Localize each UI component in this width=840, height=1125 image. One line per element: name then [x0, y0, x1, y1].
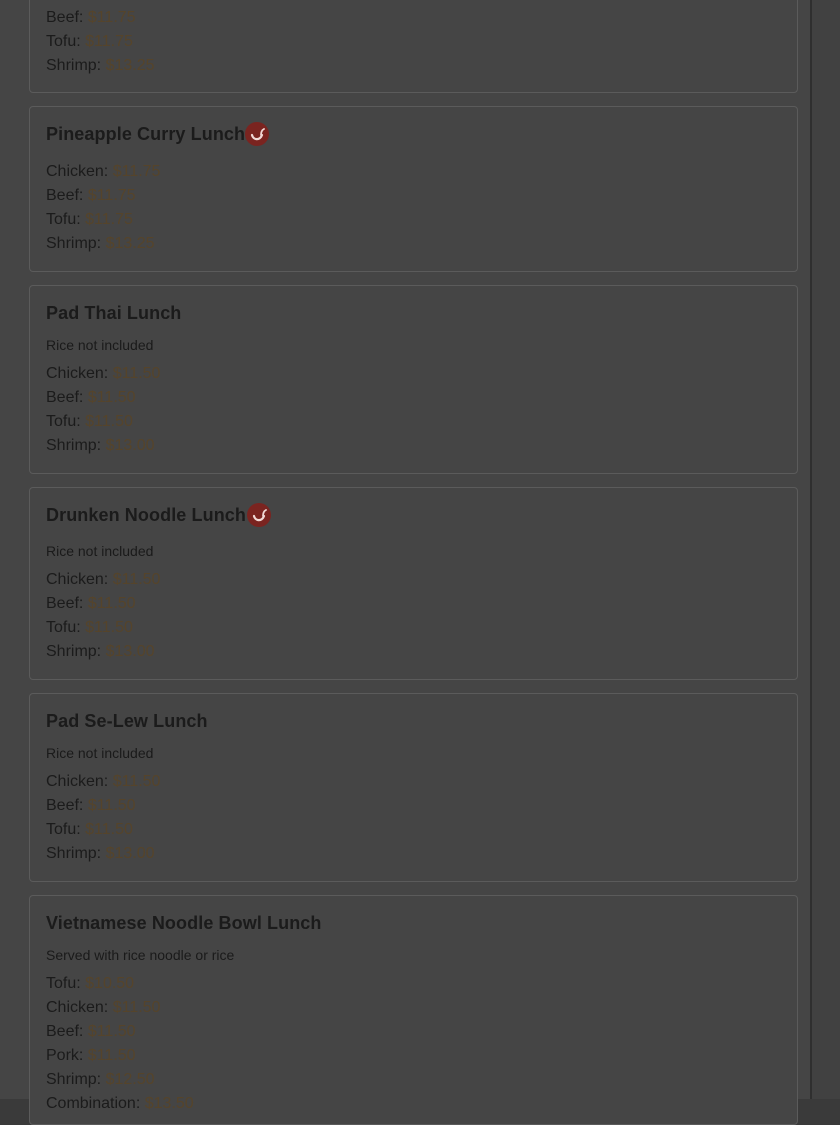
- protein-label: Beef:: [46, 1023, 84, 1040]
- protein-label: Chicken:: [46, 773, 109, 790]
- price-row: [46, 974, 134, 994]
- price-value: $13.00: [105, 643, 155, 660]
- price-row: [46, 820, 133, 840]
- price-value: $11.50: [87, 1023, 136, 1040]
- price-value: $13.25: [105, 57, 155, 74]
- price-row: [46, 364, 160, 384]
- menu-item-card[interactable]: [29, 0, 798, 93]
- protein-label: Beef:: [46, 389, 84, 406]
- price-value: $11.50: [112, 365, 161, 382]
- scrollbar-track[interactable]: [812, 0, 840, 1099]
- price-value: $11.50: [85, 619, 133, 636]
- price-value: $12.50: [105, 1071, 155, 1088]
- price-row: [46, 32, 133, 52]
- price-value: $11.75: [87, 9, 136, 26]
- price-value: $11.50: [87, 797, 136, 814]
- price-value: $11.50: [85, 413, 133, 430]
- price-row: [46, 1022, 136, 1042]
- menu-item-card[interactable]: [29, 693, 798, 882]
- menu-item-card[interactable]: [29, 895, 798, 1125]
- price-value: $11.75: [85, 211, 133, 228]
- protein-label: Tofu:: [46, 821, 81, 838]
- price-row: [46, 8, 136, 28]
- menu-item-title: Vietnamese Noodle Bowl Lunch: [46, 913, 322, 933]
- price-value: $11.75: [87, 187, 136, 204]
- menu-item-note: Rice not included: [46, 745, 154, 761]
- menu-item-title: Drunken Noodle Lunch: [46, 505, 246, 525]
- protein-label: Shrimp:: [46, 845, 102, 862]
- menu-item-title: Pineapple Curry Lunch: [46, 124, 246, 144]
- menu-item-card[interactable]: [29, 106, 798, 272]
- price-value: $11.50: [112, 773, 161, 790]
- price-row: [46, 594, 136, 614]
- price-row: [46, 1046, 136, 1066]
- price-value: $13.00: [105, 437, 155, 454]
- protein-label: Shrimp:: [46, 1071, 102, 1088]
- protein-label: Tofu:: [46, 211, 81, 228]
- price-value: $11.50: [87, 389, 136, 406]
- price-row: [46, 998, 160, 1018]
- menu-item-note: Rice not included: [46, 543, 154, 559]
- price-value: $10.50: [85, 975, 135, 992]
- price-value: $11.75: [85, 33, 133, 50]
- protein-label: Beef:: [46, 187, 84, 204]
- price-value: $13.00: [105, 845, 155, 862]
- protein-label: Shrimp:: [46, 437, 102, 454]
- price-value: $11.75: [112, 163, 161, 180]
- price-row: [46, 1094, 194, 1114]
- protein-label: Tofu:: [46, 33, 81, 50]
- menu-item-note: Served with rice noodle or rice: [46, 947, 235, 963]
- price-row: [46, 56, 155, 76]
- price-row: [46, 234, 155, 254]
- protein-label: Tofu:: [46, 975, 81, 992]
- menu-item-title: Pad Thai Lunch: [46, 303, 182, 323]
- chili-pepper-icon: [247, 503, 271, 527]
- price-value: $11.50: [85, 821, 133, 838]
- menu-item-card[interactable]: [29, 285, 798, 474]
- price-value: $13.50: [144, 1095, 194, 1112]
- menu-item-note: Rice not included: [46, 337, 154, 353]
- protein-label: Chicken:: [46, 163, 109, 180]
- protein-label: Tofu:: [46, 413, 81, 430]
- price-value: $13.25: [105, 235, 155, 252]
- protein-label: Beef:: [46, 595, 84, 612]
- price-row: [46, 796, 136, 816]
- price-row: [46, 388, 136, 408]
- price-row: [46, 618, 133, 638]
- price-row: [46, 210, 133, 230]
- price-value: $11.50: [87, 595, 136, 612]
- protein-label: Tofu:: [46, 619, 81, 636]
- price-row: [46, 1070, 155, 1090]
- price-row: [46, 412, 133, 432]
- protein-label: Chicken:: [46, 571, 109, 588]
- price-value: $11.50: [112, 999, 161, 1016]
- protein-label: Beef:: [46, 9, 84, 26]
- price-row: [46, 570, 160, 590]
- price-row: [46, 186, 136, 206]
- protein-label: Combination:: [46, 1095, 141, 1112]
- protein-label: Shrimp:: [46, 643, 102, 660]
- menu-item-card[interactable]: [29, 487, 798, 680]
- protein-label: Pork:: [46, 1047, 84, 1064]
- protein-label: Shrimp:: [46, 235, 102, 252]
- price-value: $11.50: [87, 1047, 136, 1064]
- price-value: $11.50: [112, 571, 161, 588]
- price-row: [46, 436, 155, 456]
- price-row: [46, 642, 155, 662]
- protein-label: Shrimp:: [46, 57, 102, 74]
- price-row: [46, 772, 160, 792]
- price-row: [46, 844, 155, 864]
- protein-label: Chicken:: [46, 365, 109, 382]
- price-row: [46, 162, 160, 182]
- menu-item-title: Pad Se-Lew Lunch: [46, 711, 208, 731]
- protein-label: Beef:: [46, 797, 84, 814]
- chili-pepper-icon: [245, 122, 269, 146]
- protein-label: Chicken:: [46, 999, 109, 1016]
